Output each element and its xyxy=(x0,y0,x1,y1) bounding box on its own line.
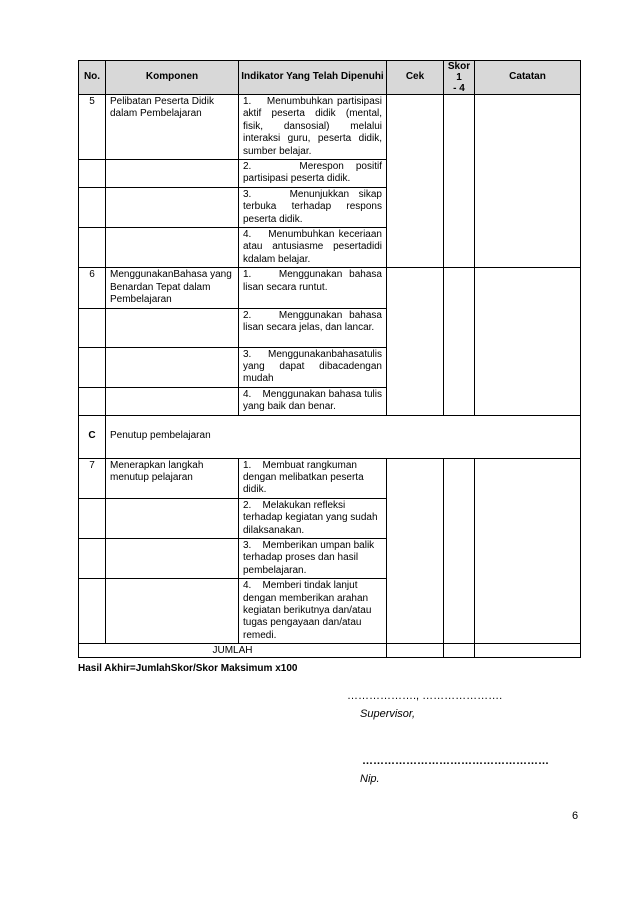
row-number: 6 xyxy=(79,268,106,308)
komponen-cell: MenggunakanBahasa yang Benardan Tepat dalam Pembelajaran xyxy=(106,268,239,308)
empty-cell xyxy=(79,308,106,347)
total-catatan-cell[interactable] xyxy=(475,644,581,658)
skor-cell[interactable] xyxy=(444,458,475,644)
header-skor-line1: Skor 1 xyxy=(447,61,471,83)
empty-cell xyxy=(79,347,106,387)
header-komponen: Komponen xyxy=(106,61,239,95)
empty-cell xyxy=(79,228,106,268)
header-cek: Cek xyxy=(387,61,444,95)
catatan-cell[interactable] xyxy=(475,268,581,415)
skor-cell[interactable] xyxy=(444,268,475,415)
empty-cell xyxy=(106,308,239,347)
cek-cell[interactable] xyxy=(387,95,444,268)
section-title: Penutup pembelajaran xyxy=(106,415,581,458)
indicator-cell: 4. Menggunakan bahasa tulis yang baik dan benar. xyxy=(239,387,387,415)
supervisor-label: Supervisor, xyxy=(360,708,416,720)
catatan-cell[interactable] xyxy=(475,458,581,644)
indicator-cell: 3. Menggunakanbahasatulis yang dapat dibacadengan mudah xyxy=(239,347,387,387)
indicator-cell: 1. Menumbuhkan partisipasi aktif peserta didik (mental, fisik, dansosial) melalui interaksi guru, peserta didik, sumber belajar. xyxy=(239,95,387,160)
empty-cell xyxy=(79,538,106,578)
cek-cell[interactable] xyxy=(387,458,444,644)
indicator-cell: 2. Menggunakan bahasa lisan secara jelas, dan lancar. xyxy=(239,308,387,347)
empty-cell xyxy=(106,187,239,227)
table-row xyxy=(79,268,581,308)
empty-cell xyxy=(106,228,239,268)
indicator-cell: 4. Memberi tindak lanjut dengan memberikan arahan kegiatan berikutnya dan/atau tugas pengayaan dan/atau remedi. xyxy=(239,579,387,644)
empty-cell xyxy=(106,347,239,387)
indicator-cell: 1. Menggunakan bahasa lisan secara runtut. xyxy=(239,268,387,308)
empty-cell xyxy=(79,579,106,644)
cek-cell[interactable] xyxy=(387,268,444,415)
empty-cell xyxy=(106,387,239,415)
total-skor-cell[interactable] xyxy=(444,644,475,658)
row-number: 5 xyxy=(79,95,106,160)
header-no: No. xyxy=(79,61,106,95)
observation-table xyxy=(78,60,581,658)
empty-cell xyxy=(106,579,239,644)
header-skor xyxy=(444,61,475,95)
total-label: JUMLAH xyxy=(79,644,387,658)
indicator-cell: 3. Memberikan umpan balik terhadap proses dan hasil pembelajaran. xyxy=(239,538,387,578)
catatan-cell[interactable] xyxy=(475,95,581,268)
final-score-formula: Hasil Akhir=JumlahSkor/Skor Maksimum x100 xyxy=(78,663,298,674)
empty-cell xyxy=(106,538,239,578)
row-number: 7 xyxy=(79,458,106,498)
indicator-cell: 2. Merespon positif partisipasi peserta didik. xyxy=(239,160,387,188)
empty-cell xyxy=(106,498,239,538)
header-skor-line2: - 4 xyxy=(453,83,465,94)
empty-cell xyxy=(106,160,239,188)
table-row xyxy=(79,458,581,498)
place-date-line: ………………., …………………. xyxy=(347,690,503,702)
empty-cell xyxy=(79,498,106,538)
empty-cell xyxy=(79,387,106,415)
nip-label: Nip. xyxy=(360,773,380,785)
indicator-cell: 1. Membuat rangkuman dengan melibatkan peserta didik. xyxy=(239,458,387,498)
section-label: C xyxy=(79,415,106,458)
section-row xyxy=(79,415,581,458)
table-row xyxy=(79,95,581,160)
total-cek-cell[interactable] xyxy=(387,644,444,658)
header-catatan: Catatan xyxy=(475,61,581,95)
komponen-cell: Pelibatan Peserta Didik dalam Pembelajaran xyxy=(106,95,239,160)
total-row xyxy=(79,644,581,658)
empty-cell xyxy=(79,160,106,188)
indicator-cell: 3. Menunjukkan sikap terbuka terhadap respons peserta didik. xyxy=(239,187,387,227)
signature-name-line: …………………………………………… xyxy=(362,755,549,767)
page-number: 6 xyxy=(572,810,579,822)
indicator-cell: 2. Melakukan refleksi terhadap kegiatan yang sudah dilaksanakan. xyxy=(239,498,387,538)
empty-cell xyxy=(79,187,106,227)
indicator-cell: 4. Menumbuhkan keceriaan atau antusiasme pesertadidi kdalam belajar. xyxy=(239,228,387,268)
table-header-row xyxy=(79,61,581,95)
header-indikator: Indikator Yang Telah Dipenuhi xyxy=(239,61,387,95)
skor-cell[interactable] xyxy=(444,95,475,268)
komponen-cell: Menerapkan langkah menutup pelajaran xyxy=(106,458,239,498)
